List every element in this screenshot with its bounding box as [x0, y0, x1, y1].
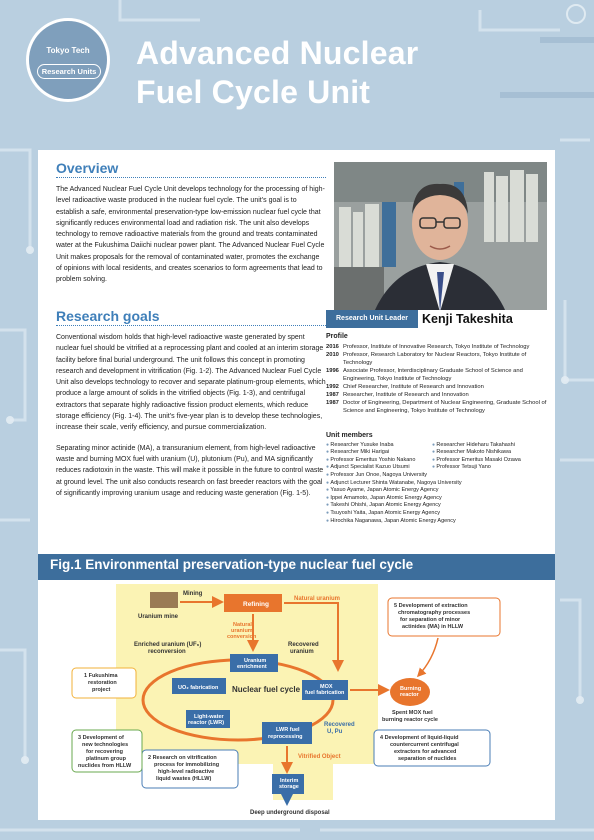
member-item: ● Professor Emeritus Yoshio Nakano — [326, 457, 432, 465]
logo-text-research-units: Research Units — [37, 64, 101, 79]
label-natural-uranium: Natural uranium — [294, 596, 341, 602]
unit-members-list — [326, 442, 547, 526]
profile-text: Chief Researcher, Institute of Research and Innovation — [343, 384, 484, 390]
label-deep-disposal: Deep underground disposal — [250, 810, 330, 816]
label-burning-reactor: Burning reactor — [400, 686, 422, 698]
profile-year: 1996 — [326, 368, 339, 374]
label-lwr-reprocessing: LWR fuel reprocessing — [268, 727, 303, 740]
figure-title: Fig.1 Environmental preservation-type nuclear fuel cycle — [50, 557, 414, 572]
profile-year: 1992 — [326, 384, 339, 390]
research-goals-paragraph-2: Separating minor actinide (MA), a transuranium element, from high-level radioactive waste and burning MOX fuel with uranium (U), plutonium (Pu), and MA significantly reduces radiotoxin in the waste. This will make it possible in the future to control waste at ground level. The unit also conducts research on fast breeder reactors with the goal of significantly improving uranium usage and reducing waste generation (Fig. 1-5). — [56, 444, 324, 497]
member-item: ● Professor Emeritus Masaki Ozawa — [432, 457, 547, 465]
member-item: ● Yasuo Ayame, Japan Atomic Energy Agency — [326, 487, 547, 495]
unit-members-section — [326, 432, 547, 525]
figure-title-bar — [38, 554, 555, 580]
profile-text: Doctor of Engineering, Department of Nuclear Engineering, Graduate School of Science and Engineering, Tokyo Institute of Technology — [343, 400, 547, 414]
profile-row — [326, 351, 547, 367]
label-uranium-enrichment: Uranium enrichment — [237, 658, 267, 670]
lwr-reprocessing-node — [262, 722, 312, 744]
label-refining: Refining — [243, 601, 269, 608]
member-item: ● Researcher Miki Harigai — [326, 449, 432, 457]
profile-section — [326, 333, 547, 415]
enriched-line1: Enriched uranium (UF₆) — [134, 642, 202, 648]
box-5-text: 5 Development of extraction chromatography processes for separation of minor actinides (MA) in HLLW — [394, 603, 471, 630]
unit-members-heading: Unit members — [326, 432, 373, 439]
conv-line1: Natural — [233, 622, 252, 628]
member-item: ● Researcher Hideharu Takahashi — [432, 442, 547, 450]
box-4-text: 4 Development of liquid-liquid countercurrent centrifugal extractors for advanced separation of nuclides — [380, 735, 459, 762]
member-item: ● Ippei Amamoto, Japan Atomic Energy Agency — [326, 495, 547, 503]
research-goals-paragraph-1: Conventional wisdom holds that high-level radioactive waste generated by spent nuclear fuel should be vitrified at a reprocessing plant and cooled at an interim storage facility before final burial underground. The unit follows this concept in promoting research and development in vitrification (Fig. 1-2). The Advanced Nuclear Fuel Cycle Unit also develops technology to recover and separate platinum-group elements, which produce a large amount of solids in the vitrified objects (Fig. 1-3), and centrifugal extractors that separate highly radioactive fission product elements, which reduce storage efficiency (Fig. 1-4). The unit’s five-year plan is to develop these technologies, increase their scale, verify efficiency, and pursue commercialization. — [56, 334, 326, 432]
label-recovered-uranium: Recovered uranium — [288, 642, 319, 655]
member-item: ● Adjunct Specialist Kazuo Utsumi — [326, 464, 432, 472]
enriched-line2: reconversion — [148, 649, 186, 655]
label-interim-storage: Interim storage — [279, 778, 299, 790]
label-nuclear-fuel-cycle: Nuclear fuel cycle — [232, 685, 301, 694]
member-item: ● Researcher Makoto Nishikawa — [432, 449, 547, 457]
profile-year: 2016 — [326, 344, 339, 350]
page-title-line2: Fuel Cycle Unit — [136, 74, 371, 110]
member-item: ● Researcher Yusuke Inaba — [326, 442, 432, 450]
logo-text-tokyo-tech: Tokyo Tech — [46, 46, 90, 55]
profile-year: 1987 — [326, 392, 339, 398]
label-mining: Mining — [183, 591, 203, 597]
label-mox-fabrication: MOX fuel fabrication — [305, 684, 345, 696]
profile-year: 2010 — [326, 352, 339, 358]
page-title — [136, 34, 418, 112]
tokyo-tech-logo — [26, 18, 110, 102]
profile-row — [326, 383, 547, 391]
overview-heading: Overview — [56, 160, 326, 178]
profile-row — [326, 343, 547, 351]
profile-row — [326, 399, 547, 415]
content-card — [38, 150, 555, 820]
box-2-text: 2 Research on vitrification process for immobilizing high-level radioactive liquid wastes (HLLW) — [148, 755, 220, 782]
profile-text: Professor, Institute of Innovative Research, Tokyo Institute of Technology — [343, 344, 530, 350]
label-light-water-reactor: Light-water reactor (LWR) — [188, 714, 225, 726]
leader-portrait-photo — [334, 162, 547, 312]
leader-label: Research Unit Leader — [326, 310, 418, 328]
member-item: ● Takeshi Ohishi, Japan Atomic Energy Agency — [326, 502, 547, 510]
box-1-text: 1 Fukushima restoration project — [84, 673, 118, 693]
profile-row — [326, 391, 547, 399]
member-item: ● Professor Jun Onoe, Nagoya University — [326, 472, 547, 480]
profile-text: Associate Professor, Interdisciplinary Graduate School of Science and Engineering, Tokyo Institute of Technology — [343, 368, 523, 382]
profile-heading: Profile — [326, 333, 348, 340]
member-item: ● Adjunct Lecturer Shinta Watanabe, Nagoya University — [326, 480, 547, 488]
research-goals-heading: Research goals — [56, 308, 326, 326]
conv-line2: uranium — [231, 628, 253, 634]
research-goals-text — [56, 332, 326, 508]
label-spent-mox: Spent MOX fuel burning reactor cycle — [382, 710, 438, 723]
profile-text: Researcher, Institute of Research and Innovation — [343, 392, 469, 398]
member-item: ● Hirochika Naganawa, Japan Atomic Energy Agency — [326, 518, 547, 526]
fuel-cycle-diagram — [38, 580, 555, 820]
leader-name: Kenji Takeshita — [422, 312, 513, 326]
profile-year: 1987 — [326, 400, 339, 406]
member-item: ● Professor Tetsuji Yano — [432, 464, 547, 472]
label-uranium-mine: Uranium mine — [138, 614, 179, 620]
page-header — [0, 0, 594, 130]
arrow-box5-reactor — [418, 638, 438, 676]
profile-table — [326, 343, 547, 415]
label-recovered-u-pu: Recovered U, Pu — [324, 722, 355, 735]
profile-row — [326, 367, 547, 383]
profile-text: Professor, Research Laboratory for Nuclear Reactors, Tokyo Institute of Technology — [343, 352, 527, 366]
member-item: ● Tsuyoshi Yaita, Japan Atomic Energy Agency — [326, 510, 547, 518]
leader-bar — [326, 310, 547, 328]
box-3-text: 3 Development of new technologies for recovering platinum group nuclides from HLLW — [78, 735, 132, 769]
conv-line3: conversion — [227, 634, 257, 640]
label-uo2-fabrication: UO₂ fabrication — [178, 685, 219, 691]
label-vitrified-object: Vitrified Object — [298, 754, 341, 760]
page-title-line1: Advanced Nuclear — [136, 35, 419, 71]
mining-icon — [150, 592, 178, 608]
overview-text: The Advanced Nuclear Fuel Cycle Unit develops technology for the processing of high-level radioactive waste produced in the nuclear fuel cycle. The unit’s goal is to establish a safe, environmental preservation-type low-emission nuclear fuel cycle that significantly reduces environmental load and radiation risk. The unit also develops technology to remove radioactive materials from the ground and treats contaminated water at the Fukushima Daiichi nuclear power plant. The Advanced Nuclear Fuel Cycle Unit makes proposals for the removal of contaminated water, promotes the exchange of opinions with local residents, and creates scenarios to form agreements that lead to problem solving. — [56, 186, 325, 284]
